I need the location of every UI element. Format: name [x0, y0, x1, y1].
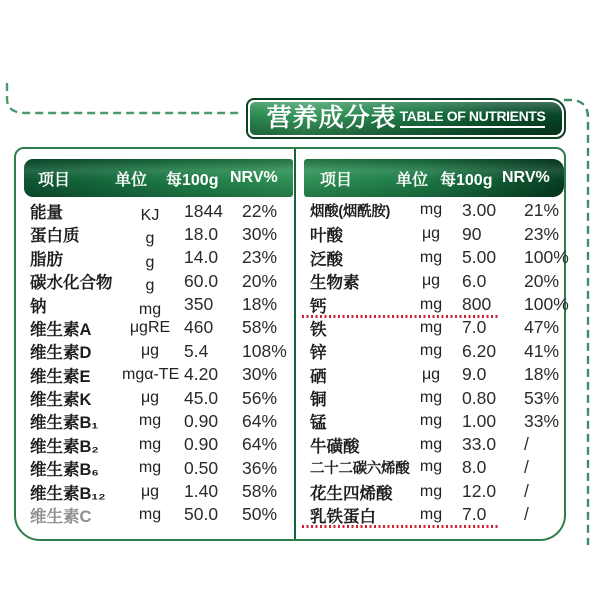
unit-label: mg [138, 412, 162, 430]
dashed-line-right [564, 100, 588, 545]
nrv-cell: 36% [242, 457, 278, 478]
unit-label: mg [138, 435, 162, 453]
nrv-cell: / [524, 434, 529, 455]
unit-label: mg [419, 435, 443, 453]
item-label: 铜 [310, 391, 327, 409]
item-label: 生物素 [310, 274, 360, 293]
table-row [298, 199, 564, 221]
table-row [298, 246, 569, 269]
value-cell: 3.00 [462, 199, 497, 220]
unit-label: mg [138, 459, 162, 477]
table-row [16, 246, 294, 271]
nrv-cell: 108% [242, 340, 287, 361]
unit-label: mg [419, 342, 443, 360]
table-row [298, 409, 564, 431]
badge-title-cn: 营养成分表 [266, 104, 397, 132]
unit-label: mg [419, 458, 443, 476]
nrv-cell: 64% [242, 410, 278, 431]
table-row [298, 316, 564, 338]
table-row [16, 433, 294, 455]
unit-label: g [145, 277, 155, 295]
item-label: 脂肪 [30, 250, 63, 269]
table-row [16, 409, 294, 431]
value-cell: 14.0 [184, 247, 219, 268]
table-row [16, 222, 294, 248]
nrv-cell: 23% [524, 223, 560, 244]
item-label: 二十二碳六烯酸 [310, 460, 410, 477]
table-row [298, 503, 564, 525]
nrv-cell: 30% [242, 223, 278, 244]
value-cell: 6.0 [462, 270, 487, 291]
table-row [298, 456, 564, 478]
nrv-cell: 64% [242, 434, 278, 455]
nrv-cell: 100% [524, 294, 569, 314]
col-per100g-label: 每100g [166, 171, 219, 189]
col-nrv-label: NRV% [502, 169, 550, 186]
nrv-cell: 53% [524, 387, 560, 408]
value-cell: 0.90 [184, 410, 219, 431]
item-label: 能量 [30, 204, 63, 222]
left-table-header [24, 159, 293, 197]
unit-label: mg [419, 295, 443, 313]
table-row [298, 269, 564, 291]
item-label: 铁 [310, 320, 327, 339]
nrv-cell: 50% [242, 504, 278, 525]
nrv-cell: 58% [242, 317, 278, 338]
unit-label: mg [419, 412, 443, 430]
value-cell: 5.4 [184, 340, 209, 361]
item-label: 维生素E [30, 367, 91, 386]
item-label: 乳铁蛋白 [310, 507, 376, 526]
item-label: 维生素B₁₂ [30, 484, 106, 503]
center-divider [294, 149, 296, 539]
table-row [16, 363, 294, 385]
col-item-label: 项目 [320, 171, 353, 189]
item-label: 维生素B₂ [30, 437, 99, 456]
table-row [16, 293, 294, 318]
nrv-cell: 18% [524, 364, 560, 385]
value-cell: 50.0 [184, 504, 219, 525]
value-cell: 8.0 [462, 456, 487, 477]
unit-label: μgRE [129, 318, 171, 336]
item-label: 维生素A [30, 320, 92, 339]
value-cell: 0.90 [184, 434, 219, 455]
left-table [16, 199, 294, 525]
value-cell: 5.00 [462, 247, 497, 268]
nrv-cell: / [524, 504, 529, 525]
item-label: 锰 [310, 414, 327, 433]
unit-label: μg [140, 342, 160, 360]
value-cell: 9.0 [462, 364, 487, 385]
header-badge [246, 98, 566, 139]
unit-label: mg [419, 505, 443, 523]
unit-label: μg [421, 365, 441, 383]
item-label: 锌 [310, 344, 327, 363]
item-label: 叶酸 [310, 227, 343, 246]
unit-label: μg [140, 482, 160, 500]
unit-label: mg [419, 318, 443, 336]
nrv-cell: 30% [242, 364, 278, 385]
unit-label: μg [421, 225, 441, 243]
nutrition-panel [14, 147, 569, 541]
item-label: 泛酸 [310, 250, 343, 269]
unit-label: μg [140, 389, 160, 406]
nrv-cell: 100% [524, 247, 569, 268]
nrv-cell: 20% [242, 270, 278, 291]
value-cell: 12.0 [462, 481, 497, 501]
nrv-cell: 58% [242, 481, 278, 501]
value-cell: 350 [184, 294, 214, 314]
nrv-cell: 33% [524, 410, 560, 431]
unit-label: mg [419, 248, 443, 266]
table-row [16, 199, 294, 224]
value-cell: 4.20 [184, 364, 219, 385]
table-row [16, 316, 294, 338]
item-label: 维生素B₆ [30, 461, 99, 480]
value-cell: 45.0 [184, 387, 219, 408]
value-cell: 18.0 [184, 223, 219, 244]
value-cell: 1.40 [184, 481, 219, 501]
nrv-cell: 56% [242, 387, 278, 408]
value-cell: 1.00 [462, 410, 497, 431]
unit-label: mg [419, 482, 443, 500]
item-label: 维生素K [30, 391, 92, 409]
value-cell: 33.0 [462, 434, 497, 455]
value-cell: 60.0 [184, 270, 219, 291]
unit-label: g [145, 230, 155, 248]
nrv-cell: 22% [242, 200, 278, 221]
nrv-cell: / [524, 456, 529, 477]
col-item-label: 项目 [38, 171, 71, 189]
nrv-cell: 41% [524, 340, 560, 361]
table-row [16, 269, 294, 295]
col-unit-label: 单位 [395, 171, 428, 189]
value-cell: 460 [184, 317, 214, 338]
dashed-line-left [7, 83, 243, 113]
table-row [16, 339, 294, 361]
col-per100g-label: 每100g [440, 171, 493, 189]
item-label: 维生素B₁ [30, 414, 99, 433]
item-label: 硒 [310, 367, 327, 386]
table-row [298, 293, 569, 316]
value-cell: 7.0 [462, 504, 487, 525]
unit-label: mg [419, 389, 443, 406]
table-row [298, 433, 564, 455]
value-cell: 7.0 [462, 317, 487, 338]
unit-label: mgα-TE [122, 365, 180, 383]
nrv-cell: 21% [524, 199, 560, 220]
table-row [298, 363, 564, 385]
item-label: 钙 [310, 297, 327, 316]
table-row [298, 386, 564, 408]
item-label: 花生四烯酸 [310, 484, 393, 503]
unit-label: mg [419, 201, 443, 218]
nrv-cell: 18% [242, 294, 278, 314]
table-row [16, 456, 294, 478]
nrv-cell: 20% [524, 270, 560, 291]
table-row [16, 386, 294, 408]
unit-label: KJ [140, 207, 160, 224]
unit-label: μg [421, 272, 441, 290]
nrv-cell: / [524, 481, 529, 501]
value-cell: 1844 [184, 200, 223, 221]
col-unit-label: 单位 [114, 171, 147, 189]
value-cell: 90 [462, 223, 482, 244]
nrv-cell: 47% [524, 317, 560, 338]
value-cell: 800 [462, 294, 492, 314]
unit-label: g [145, 253, 155, 271]
table-row [16, 503, 294, 525]
table-row [298, 222, 564, 244]
item-label: 钠 [30, 297, 47, 316]
value-cell: 0.80 [462, 387, 497, 408]
col-nrv-label: NRV% [230, 169, 278, 186]
value-cell: 0.50 [184, 457, 219, 478]
unit-label: mg [138, 505, 162, 523]
table-row [16, 480, 294, 502]
nrv-cell: 23% [242, 247, 278, 268]
right-table-header [304, 159, 564, 197]
item-label: 维生素C [30, 507, 92, 526]
item-label: 牛磺酸 [310, 437, 360, 456]
right-table [298, 199, 569, 526]
unit-label: mg [138, 300, 162, 318]
badge-title-en: TABLE OF NUTRIENTS [400, 109, 546, 127]
table-row [298, 339, 564, 361]
value-cell: 6.20 [462, 340, 497, 361]
header-badge-fill [250, 102, 562, 135]
item-label: 烟酸(烟酰胺) [310, 203, 391, 220]
item-label: 碳水化合物 [30, 274, 113, 293]
table-row [298, 480, 564, 502]
item-label: 维生素D [30, 344, 92, 363]
item-label: 蛋白质 [30, 227, 80, 246]
